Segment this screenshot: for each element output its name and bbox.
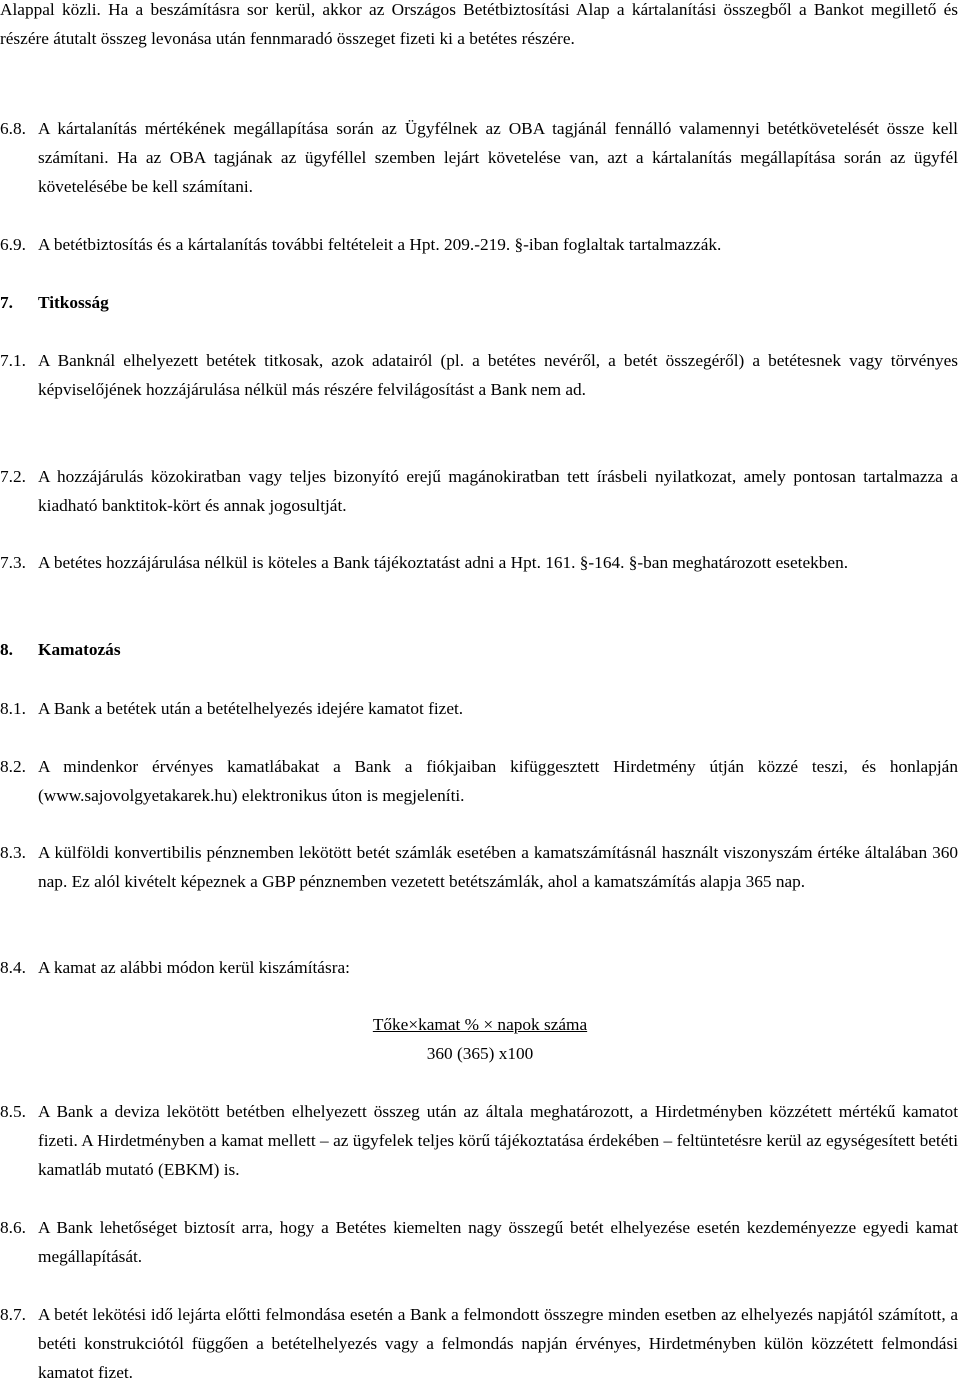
section-number: 8.7. (0, 1305, 26, 1324)
section-number: 6.9. (0, 235, 26, 254)
intro-text: Alappal közli. Ha a beszámításra sor kerül, akkor az Országos Betétbiztosítási Alap a kártalanítási összegből a Bankot megillető és részére átutalt összeg levonása után fennmaradó összeget fizeti ki a betétes részére. (0, 0, 958, 48)
section-6-9 (0, 231, 960, 260)
section-text: A Bank a betétek után a betételhelyezés idejére kamatot fizet. (38, 699, 464, 718)
section-text: A kamat az alábbi módon kerül kiszámításra: (38, 958, 350, 977)
heading-title: Kamatozás (38, 640, 121, 659)
section-7-2 (0, 463, 960, 521)
heading-8 (0, 636, 960, 665)
section-7-3 (0, 549, 960, 578)
formula-denominator: 360 (365) x100 (426, 1043, 534, 1063)
section-6-8 (0, 115, 960, 201)
section-8-4 (0, 954, 960, 983)
section-8-5 (0, 1098, 960, 1184)
section-number: 8.1. (0, 699, 26, 718)
section-text: A kártalanítás mértékének megállapítása során az Ügyfélnek az OBA tagjánál fennálló valamennyi betétkövetelését össze kell számítani. Ha az OBA tagjának az ügyféllel szemben lejárt követelése van, azt a kártalanítás megállapítása során az ügyfél követelésébe be kell számítani. (38, 119, 958, 196)
section-number: 7.3. (0, 553, 26, 572)
section-number: 6.8. (0, 119, 26, 138)
section-8-1 (0, 695, 960, 724)
section-number: 8.3. (0, 843, 26, 862)
section-number: 8.6. (0, 1218, 26, 1237)
section-text: A Bank a deviza lekötött betétben elhelyezett összeg után az általa meghatározott, a Hirdetményben közzétett mértékű kamatot fizeti. A Hirdetményben a kamat mellett – az ügyfelek teljes körű tájékoztatása érdekében – feltüntetésre kerül az egységesített betéti kamatláb mutató (EBKM) is. (38, 1102, 958, 1179)
section-text: A betétbiztosítás és a kártalanítás további feltételeit a Hpt. 209.-219. §-iban foglaltak tartalmazzák. (38, 235, 722, 254)
section-text: A hozzájárulás közokiratban vagy teljes bizonyító erejű magánokiratban tett írásbeli nyilatkozat, amely pontosan tartalmazza a kiadható banktitok-kört és annak jogosultját. (38, 467, 958, 515)
heading-number: 7. (0, 293, 13, 312)
heading-title: Titkosság (38, 293, 109, 312)
heading-number: 8. (0, 640, 13, 659)
section-text: A Bank lehetőséget biztosít arra, hogy a Betétes kiemelten nagy összegű betét elhelyezése esetén kezdeményezze egyedi kamat megállapítását. (38, 1218, 958, 1266)
interest-formula (0, 1011, 960, 1069)
section-text: A külföldi konvertibilis pénznemben lekötött betét számlák esetében a kamatszámításnál használt viszonyszám értéke általában 360 nap. Ez alól kivételt képeznek a GBP pénznemben vezetett betétszámlák, ahol a kamatszámítás alapja 365 nap. (38, 843, 958, 891)
section-8-6 (0, 1214, 960, 1272)
section-number: 8.2. (0, 757, 26, 776)
section-text: A betét lekötési idő lejárta előtti felmondása esetén a Bank a felmondott összegre minden esetben az elhelyezés napjától számított, a betéti konstrukciótól függően a betételhelyezés vagy a felmondás napján érvényes, Hirdetményben külön közzétett felmondási kamatot fizet. (38, 1305, 958, 1382)
section-number: 7.1. (0, 351, 26, 370)
section-7-1 (0, 347, 960, 405)
section-number: 7.2. (0, 467, 26, 486)
section-number: 8.5. (0, 1102, 26, 1121)
intro-paragraph (0, 0, 958, 54)
section-text: A betétes hozzájárulása nélkül is köteles a Bank tájékoztatást adni a Hpt. 161. §-164. §-ban meghatározott esetekben. (38, 553, 849, 572)
formula-numerator: Tőke×kamat % × napok száma (372, 1015, 588, 1034)
heading-7 (0, 289, 960, 318)
section-number: 8.4. (0, 958, 26, 977)
section-8-2 (0, 753, 960, 811)
section-8-7 (0, 1301, 960, 1387)
section-text: A mindenkor érvényes kamatlábakat a Bank a fiókjaiban kifüggesztett Hirdetmény útján közzé teszi, és honlapján (www.sajovolgyetakarek.hu) elektronikus úton is megjeleníti. (38, 757, 958, 805)
section-8-3 (0, 839, 960, 897)
section-text: A Banknál elhelyezett betétek titkosak, azok adatairól (pl. a betétes nevéről, a betét összegéről) a betétesnek vagy törvényes képviselőjének hozzájárulása nélkül más részére felvilágosítást a Bank nem ad. (38, 351, 958, 399)
